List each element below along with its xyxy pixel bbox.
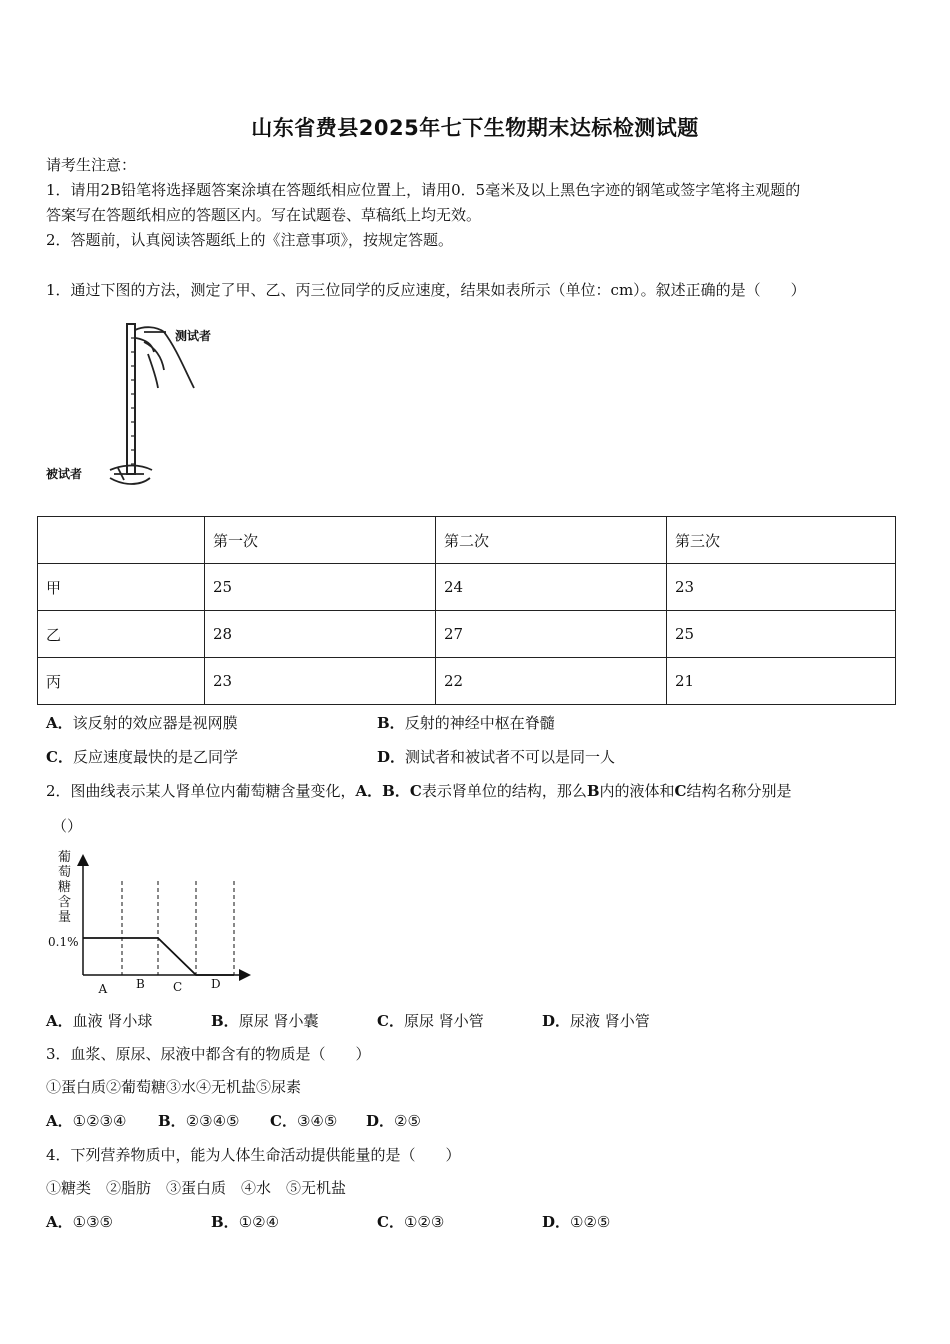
option-letter: B． bbox=[211, 1012, 239, 1030]
option-letter: D． bbox=[377, 748, 406, 766]
table-cell: 23 bbox=[667, 564, 896, 611]
y-axis-label-char: 糖 bbox=[58, 880, 72, 895]
q3-option-d[interactable] bbox=[366, 1110, 421, 1131]
table-header-row bbox=[38, 517, 896, 564]
table-cell bbox=[38, 517, 205, 564]
segment-label-a: A bbox=[98, 982, 108, 996]
q2-stem-part: 结构名称分别是 bbox=[686, 782, 792, 800]
q2-stem bbox=[46, 780, 792, 801]
q1-stem: 1．通过下图的方法，测定了甲、乙、丙三位同学的反应速度，结果如表所示（单位：cm）。叙述正确的是（ ） bbox=[46, 281, 806, 299]
segment-dividers bbox=[122, 881, 234, 975]
option-text: 原尿 肾小管 bbox=[403, 1012, 484, 1030]
option-text: 测试者和被试者不可以是同一人 bbox=[405, 748, 616, 766]
table-cell: 21 bbox=[667, 658, 896, 705]
q2-option-a[interactable] bbox=[46, 1010, 152, 1031]
option-letter: B． bbox=[377, 714, 405, 732]
notice-heading: 请考生注意： bbox=[46, 156, 137, 174]
option-text: 尿液 肾小管 bbox=[570, 1012, 650, 1030]
notice-line-2: 2．答题前，认真阅读答题纸上的《注意事项》，按规定答题。 bbox=[46, 231, 454, 249]
q2-stem-part: 表示肾单位的结构，那么 bbox=[421, 782, 587, 800]
option-letter: A． bbox=[46, 1112, 73, 1130]
table-row bbox=[38, 564, 896, 611]
option-letter: C． bbox=[377, 1213, 404, 1231]
ruler bbox=[127, 324, 135, 474]
q3-option-b[interactable] bbox=[158, 1110, 239, 1131]
reaction-table bbox=[37, 516, 896, 705]
glucose-series-line bbox=[83, 938, 234, 975]
q3-items: ①蛋白质②葡萄糖③水④无机盐⑤尿素 bbox=[46, 1078, 302, 1096]
q2-option-d[interactable] bbox=[542, 1010, 650, 1031]
option-letter: B． bbox=[211, 1213, 239, 1231]
segment-label-c: C bbox=[173, 980, 183, 994]
q3-option-c[interactable] bbox=[270, 1110, 337, 1131]
y-axis-label-char: 量 bbox=[58, 910, 72, 925]
option-text: 该反射的效应器是视网膜 bbox=[72, 714, 238, 732]
table-row bbox=[38, 611, 896, 658]
option-text: ②⑤ bbox=[394, 1112, 421, 1130]
tester-label: 测试者 bbox=[175, 329, 212, 343]
table-cell: 24 bbox=[436, 564, 667, 611]
option-text: ②③④⑤ bbox=[185, 1112, 240, 1130]
q2-option-b[interactable] bbox=[211, 1010, 318, 1031]
option-letter: B． bbox=[158, 1112, 186, 1130]
q1-option-b[interactable] bbox=[377, 712, 555, 733]
y-axis-label-char: 萄 bbox=[58, 865, 72, 880]
option-text: ①②④ bbox=[238, 1213, 280, 1231]
option-text: 血液 肾小球 bbox=[72, 1012, 153, 1030]
q3-stem: 3．血浆、原尿、尿液中都含有的物质是（ ） bbox=[46, 1045, 371, 1063]
table-cell: 25 bbox=[205, 564, 436, 611]
option-letter: A． bbox=[46, 714, 73, 732]
table-cell: 28 bbox=[205, 611, 436, 658]
q1-option-d[interactable] bbox=[377, 746, 615, 767]
table-cell: 23 bbox=[205, 658, 436, 705]
q4-option-c[interactable] bbox=[377, 1211, 444, 1232]
q2-stem-line2: （） bbox=[52, 817, 83, 835]
option-letter: A． bbox=[46, 1213, 73, 1231]
table-cell: 乙 bbox=[38, 611, 205, 658]
notice-line-1a: 1．请用2B铅笔将选择题答案涂填在答题纸相应位置上，请用0．5毫米及以上黑色字迹的钢笔或签字笔将主观题的 bbox=[46, 181, 801, 199]
q4-option-a[interactable] bbox=[46, 1211, 113, 1232]
option-text: ①③⑤ bbox=[72, 1213, 113, 1231]
option-letter: C． bbox=[377, 1012, 404, 1030]
option-text: 原尿 肾小囊 bbox=[238, 1012, 319, 1030]
table-cell: 27 bbox=[436, 611, 667, 658]
table-cell: 25 bbox=[667, 611, 896, 658]
option-letter: A． bbox=[46, 1012, 73, 1030]
table-cell: 甲 bbox=[38, 564, 205, 611]
q1-option-c[interactable] bbox=[46, 746, 238, 767]
q1-option-a[interactable] bbox=[46, 712, 238, 733]
option-letter: D． bbox=[366, 1112, 395, 1130]
option-text: 反应速度最快的是乙同学 bbox=[72, 748, 238, 766]
q2-stem-bold: C bbox=[674, 782, 687, 800]
option-letter: D． bbox=[542, 1012, 571, 1030]
option-text: ③④⑤ bbox=[296, 1112, 338, 1130]
page-title: 山东省费县2025年七下生物期末达标检测试题 bbox=[251, 116, 699, 140]
y-axis-label bbox=[58, 850, 71, 925]
q2-option-c[interactable] bbox=[377, 1010, 484, 1031]
q4-option-b[interactable] bbox=[211, 1211, 279, 1232]
option-text: ①②③ bbox=[403, 1213, 445, 1231]
q2-stem-part: 2．图曲线表示某人肾单位内葡萄糖含量变化， bbox=[46, 782, 356, 800]
y-axis-label-char: 含 bbox=[58, 895, 72, 910]
option-text: 反射的神经中枢在脊髓 bbox=[404, 714, 555, 732]
y-axis-label-char: 葡 bbox=[58, 850, 72, 865]
option-letter: C． bbox=[46, 748, 73, 766]
option-text: ①②⑤ bbox=[570, 1213, 611, 1231]
q4-stem: 4．下列营养物质中，能为人体生命活动提供能量的是（ ） bbox=[46, 1146, 461, 1164]
segment-label-d: D bbox=[211, 977, 221, 991]
q2-stem-bold: B bbox=[586, 782, 600, 800]
table-cell: 第二次 bbox=[436, 517, 667, 564]
table-cell: 22 bbox=[436, 658, 667, 705]
segment-label-b: B bbox=[136, 977, 145, 991]
option-letter: C． bbox=[270, 1112, 297, 1130]
table-cell: 第三次 bbox=[667, 517, 896, 564]
q2-stem-bold: A．B．C bbox=[355, 782, 422, 800]
option-letter: D． bbox=[542, 1213, 571, 1231]
q2-stem-part: 内的液体和 bbox=[599, 782, 675, 800]
q4-option-d[interactable] bbox=[542, 1211, 610, 1232]
notice-line-1b: 答案写在答题纸相应的答题区内。写在试题卷、草稿纸上均无效。 bbox=[46, 206, 482, 224]
ruler-drop-figure bbox=[44, 318, 244, 498]
q3-option-a[interactable] bbox=[46, 1110, 126, 1131]
q4-items: ①糖类 ②脂肪 ③蛋白质 ④水 ⑤无机盐 bbox=[46, 1179, 347, 1197]
testee-label: 被试者 bbox=[46, 467, 83, 481]
option-text: ①②③④ bbox=[72, 1112, 127, 1130]
glucose-chart bbox=[40, 845, 260, 1000]
table-row bbox=[38, 658, 896, 705]
y-tick-label: 0.1% bbox=[48, 935, 79, 949]
table-cell: 第一次 bbox=[205, 517, 436, 564]
table-cell: 丙 bbox=[38, 658, 205, 705]
